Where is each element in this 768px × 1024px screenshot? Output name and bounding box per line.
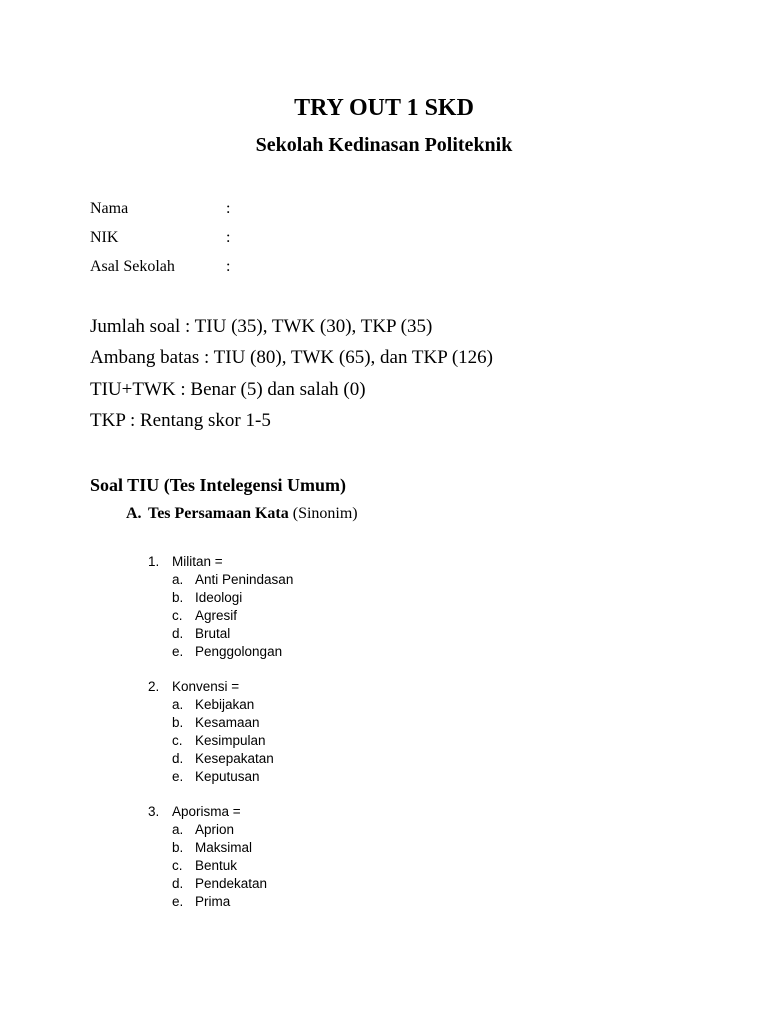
option-item (172, 696, 648, 714)
question-stem (148, 803, 648, 821)
question-stem (148, 553, 648, 571)
option-item (172, 893, 648, 911)
question-number: 3. (148, 804, 160, 819)
option-letter: d. (172, 626, 184, 641)
question-2 (148, 678, 648, 786)
option-letter: a. (172, 697, 184, 712)
field-row-nik (90, 223, 490, 252)
document-title: TRY OUT 1 SKD (294, 95, 474, 121)
exam-info (90, 311, 730, 436)
field-separator: : (226, 200, 231, 217)
subsection-heading (126, 503, 358, 525)
option-item (172, 714, 648, 732)
question-text: Aporisma = (172, 804, 241, 819)
question-number: 2. (148, 679, 160, 694)
field-row-nama (90, 194, 490, 223)
option-item (172, 875, 648, 893)
option-list (148, 821, 648, 911)
option-text: Ideologi (195, 590, 243, 605)
option-letter: b. (172, 590, 184, 605)
option-letter: d. (172, 876, 184, 891)
option-letter: d. (172, 751, 184, 766)
info-line-ambang-batas: Ambang batas : TIU (80), TWK (65), dan TKP (126) (90, 347, 493, 369)
option-item (172, 607, 648, 625)
option-text: Agresif (195, 608, 238, 623)
option-text: Bentuk (195, 858, 238, 873)
option-item (172, 589, 648, 607)
question-list (148, 553, 648, 928)
option-letter: e. (172, 769, 184, 784)
option-text: Kesamaan (195, 715, 260, 730)
question-3 (148, 803, 648, 911)
option-text: Kebijakan (195, 697, 255, 712)
info-line-tkp: TKP : Rentang skor 1-5 (90, 409, 271, 431)
question-1 (148, 553, 648, 661)
option-letter: e. (172, 644, 184, 659)
option-text: Kesimpulan (195, 733, 266, 748)
info-line-scoring: TIU+TWK : Benar (5) dan salah (0) (90, 378, 366, 400)
option-item (172, 732, 648, 750)
option-item (172, 821, 648, 839)
field-label: Asal Sekolah (90, 258, 175, 275)
option-item (172, 857, 648, 875)
option-text: Keputusan (195, 769, 260, 784)
option-list (148, 571, 648, 661)
option-text: Maksimal (195, 840, 253, 855)
document-subtitle: Sekolah Kedinasan Politeknik (255, 134, 513, 156)
option-letter: c. (172, 858, 183, 873)
option-letter: e. (172, 894, 184, 909)
option-list (148, 696, 648, 786)
option-item (172, 625, 648, 643)
field-label: NIK (90, 229, 119, 246)
section-title: Soal TIU (Tes Intelegensi Umum) (90, 475, 347, 495)
option-text: Brutal (195, 626, 231, 641)
option-letter: b. (172, 840, 184, 855)
option-item (172, 643, 648, 661)
field-label: Nama (90, 200, 129, 217)
option-text: Penggolongan (195, 644, 283, 659)
option-letter: a. (172, 822, 184, 837)
question-stem (148, 678, 648, 696)
option-letter: a. (172, 572, 184, 587)
option-letter: c. (172, 608, 183, 623)
option-text: Kesepakatan (195, 751, 274, 766)
option-item (172, 750, 648, 768)
field-separator: : (226, 229, 231, 246)
option-text: Pendekatan (195, 876, 268, 891)
option-letter: b. (172, 715, 184, 730)
field-separator: : (226, 258, 231, 275)
field-row-asal-sekolah (90, 252, 490, 281)
option-item (172, 571, 648, 589)
question-text: Konvensi = (172, 679, 240, 694)
option-item (172, 839, 648, 857)
option-text: Anti Penindasan (195, 572, 294, 587)
subsection-title: Tes Persamaan Kata (148, 505, 289, 522)
option-letter: c. (172, 733, 183, 748)
identity-fields (90, 194, 490, 281)
subsection-letter: A. (126, 505, 142, 522)
option-text: Aprion (195, 822, 235, 837)
option-text: Prima (195, 894, 231, 909)
subsection-note: (Sinonim) (292, 505, 358, 522)
question-number: 1. (148, 554, 160, 569)
option-item (172, 768, 648, 786)
question-text: Militan = (172, 554, 223, 569)
info-line-jumlah-soal: Jumlah soal : TIU (35), TWK (30), TKP (35) (90, 316, 433, 337)
